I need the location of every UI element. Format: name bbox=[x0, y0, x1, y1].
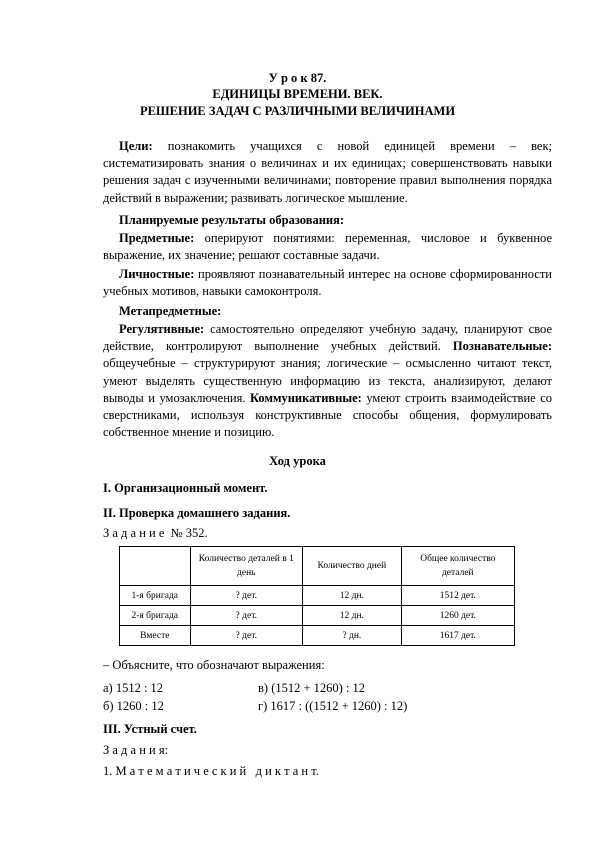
table-cell: 1512 дет. bbox=[401, 586, 514, 606]
table-cell: ? дет. bbox=[190, 626, 303, 646]
communicative-label: Коммуникативные: bbox=[249, 390, 362, 405]
table-cell: 1-я бригада bbox=[120, 586, 191, 606]
goals-paragraph bbox=[103, 138, 552, 207]
stage-1-heading: I. Организационный момент. bbox=[103, 481, 268, 495]
planned-results-heading: Планируемые результаты образования: bbox=[119, 213, 345, 227]
table-header-row bbox=[120, 547, 515, 586]
table-row bbox=[120, 626, 515, 646]
expression-g: г) 1617 : ((1512 + 1260) : 12) bbox=[258, 699, 408, 713]
table-cell: 1617 дет. bbox=[401, 626, 514, 646]
table-header-cell bbox=[120, 547, 191, 586]
expression-v: в) (1512 + 1260) : 12 bbox=[258, 681, 366, 695]
subject-text: оперируют понятиями: переменная, числовое и буквенное выражение, их значение; решают составные задачи. bbox=[103, 231, 552, 263]
subject-results-paragraph bbox=[103, 230, 552, 264]
dictation-item: 1. М а т е м а т и ч е с к и й д и к т а н т. bbox=[103, 764, 319, 778]
lesson-topic: ЕДИНИЦЫ ВРЕМЕНИ. ВЕК. bbox=[212, 87, 383, 101]
table-cell: 2-я бригада bbox=[120, 606, 191, 626]
expression-b: б) 1260 : 12 bbox=[103, 699, 164, 713]
table-cell: 12 дн. bbox=[303, 606, 402, 626]
table-row bbox=[120, 586, 515, 606]
personal-results-paragraph bbox=[103, 266, 552, 300]
cognitive-label: Познавательные: bbox=[452, 339, 552, 354]
table-cell: ? дет. bbox=[190, 606, 303, 626]
regulative-text: самостоятельно определяют учебную задачу, планируют свое действие, контролируют выполнение учебных действий. bbox=[103, 322, 552, 354]
table-header-cell: Количество деталей в 1 день bbox=[190, 547, 303, 586]
task-table bbox=[119, 546, 515, 646]
explain-prompt: – Объясните, что обозначают выражения: bbox=[103, 658, 325, 672]
regulative-paragraph bbox=[103, 321, 552, 441]
stage-2-heading: II. Проверка домашнего задания. bbox=[103, 506, 291, 520]
table-row bbox=[120, 606, 515, 626]
goals-label: Цели: bbox=[119, 139, 153, 153]
table-header-cell: Общее количество деталей bbox=[401, 547, 514, 586]
expression-a: а) 1512 : 12 bbox=[103, 681, 164, 695]
table-cell: ? дет. bbox=[190, 586, 303, 606]
stage-3-heading: III. Устный счет. bbox=[103, 722, 197, 736]
personal-text: проявляют познавательный интерес на основе сформированности учебных мотивов, навыки самоконтроля. bbox=[103, 267, 552, 299]
lesson-flow-heading: Ход урока bbox=[269, 454, 326, 468]
table-cell: 12 дн. bbox=[303, 586, 402, 606]
regulative-label: Регулятивные: bbox=[119, 322, 205, 336]
lesson-number: У р о к 87. bbox=[268, 71, 327, 85]
subject-label: Предметные: bbox=[119, 231, 195, 245]
task-label: З а д а н и е № 352. bbox=[103, 526, 208, 540]
communicative-text: умеют строить взаимодействие со сверстниками, используя конструктивные способы общения, формулировать собственное мнение и позицию. bbox=[103, 390, 552, 440]
cognitive-text: общеучебные – структурируют знания; логические – осмысленно читают текст, умеют выделять существенную информацию из текста, анализируют, делают выводы и умозаключения. bbox=[103, 356, 552, 405]
table-cell: 1260 дет. bbox=[401, 606, 514, 626]
table-cell: Вместе bbox=[120, 626, 191, 646]
personal-label: Личностные: bbox=[119, 267, 195, 281]
goals-text: познакомить учащихся с новой единицей времени – век; систематизировать знания о величинах и их единицах; совершенствовать навыки решения задач с изученными величинами; повторение правил выполнения порядка действий в выражении; развивать логическое мышление. bbox=[103, 139, 552, 205]
tasks-label: З а д а н и я: bbox=[103, 743, 169, 757]
table-cell: ? дн. bbox=[303, 626, 402, 646]
table-header-cell: Количество дней bbox=[303, 547, 402, 586]
lesson-subtopic: РЕШЕНИЕ ЗАДАЧ С РАЗЛИЧНЫМИ ВЕЛИЧИНАМИ bbox=[139, 104, 456, 118]
meta-results-heading: Метапредметные: bbox=[119, 304, 222, 318]
